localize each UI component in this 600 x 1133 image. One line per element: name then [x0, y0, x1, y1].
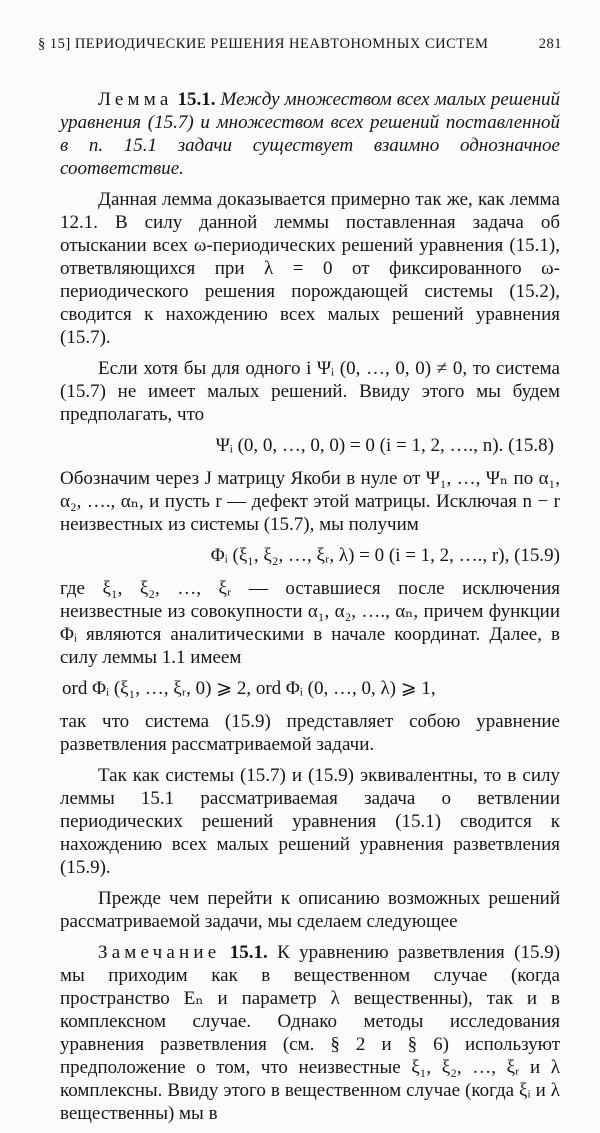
formula-15-9: Φᵢ (ξ₁, ξ₂, …, ξᵣ, λ) = 0 (i = 1, 2, …., r), (15.9)	[210, 545, 560, 566]
remark-number: 15.1.	[229, 942, 268, 963]
remark-word: Замечание	[98, 942, 221, 963]
paragraph-7: Прежде чем перейти к описанию возможных решений рассматриваемой задачи, мы сделаем следующее	[60, 888, 560, 932]
paragraph-4: где ξ₁, ξ₂, …, ξᵣ — оставшиеся после исключения неизвестные из совокупности α₁, α₂, …., αₙ, причем функции Φᵢ являются аналитическими в начале координат. Далее, в силу леммы 1.1 имеем	[60, 578, 560, 668]
remark-paragraph	[60, 941, 560, 1125]
formula-15-8: Ψᵢ (0, 0, …, 0, 0) = 0 (i = 1, 2, …., n). (15.8)	[215, 435, 554, 456]
lemma-number: 15.1.	[177, 89, 216, 110]
remark-text: К уравнению разветвления (15.9) мы приходим как в вещественном случае (когда пространство Eₙ и параметр λ вещественны), так и в комплексном случае. Однако методы исследования уравнения разветвления (см. § 2 и § 6) используют предположение о том, что неизвестные ξ₁, ξ₂, …, ξᵣ и λ комплексны. Ввиду этого в вещественном случае (когда ξᵢ и λ вещественны) мы в	[60, 942, 561, 1124]
lemma-paragraph	[60, 88, 560, 180]
paragraph-6: Так как системы (15.7) и (15.9) эквивалентны, то в силу леммы 15.1 рассматриваемая задача о ветвлении периодических решений уравнения (15.1) сводится к нахождению всех малых решений уравнения разветвления (15.9).	[60, 765, 560, 878]
running-header	[38, 36, 562, 53]
lemma-word: Лемма	[98, 89, 173, 110]
formula-ord: ord Φᵢ (ξ₁, …, ξᵣ, 0) ⩾ 2, ord Φᵢ (0, …, 0, λ) ⩾ 1,	[62, 678, 436, 699]
page-number: 281	[538, 36, 562, 52]
paragraph-2: Если хотя бы для одного i Ψᵢ (0, …, 0, 0) ≠ 0, то система (15.7) не имеет малых решений. Ввиду этого мы будем предполагать, что	[60, 358, 560, 425]
lemma-statement: Между множеством всех малых решений уравнения (15.7) и множеством всех решений поставленной в п. 15.1 задачи существует взаимно однозначное соответствие.	[60, 89, 560, 179]
paragraph-1: Данная лемма доказывается примерно так же, как лемма 12.1. В силу данной леммы поставленная задача об отыскании всех ω-периодических решений уравнения (15.1), ответвляющихся при λ = 0 от фиксированного ω-периодического решения порождающей системы (15.2), сводится к нахождению всех малых решений уравнения (15.7).	[60, 189, 560, 348]
paragraph-5: так что система (15.9) представляет собою уравнение разветвления рассматриваемой задачи.	[60, 711, 560, 755]
paragraph-3: Обозначим через J матрицу Якоби в нуле от Ψ₁, …, Ψₙ по α₁, α₂, …., αₙ, и пусть r — дефект этой матрицы. Исключая n − r неизвестных из системы (15.7), мы получим	[60, 468, 560, 535]
page-body	[60, 88, 560, 1133]
header-title: § 15] ПЕРИОДИЧЕСКИЕ РЕШЕНИЯ НЕАВТОНОМНЫХ СИСТЕМ	[38, 36, 489, 52]
